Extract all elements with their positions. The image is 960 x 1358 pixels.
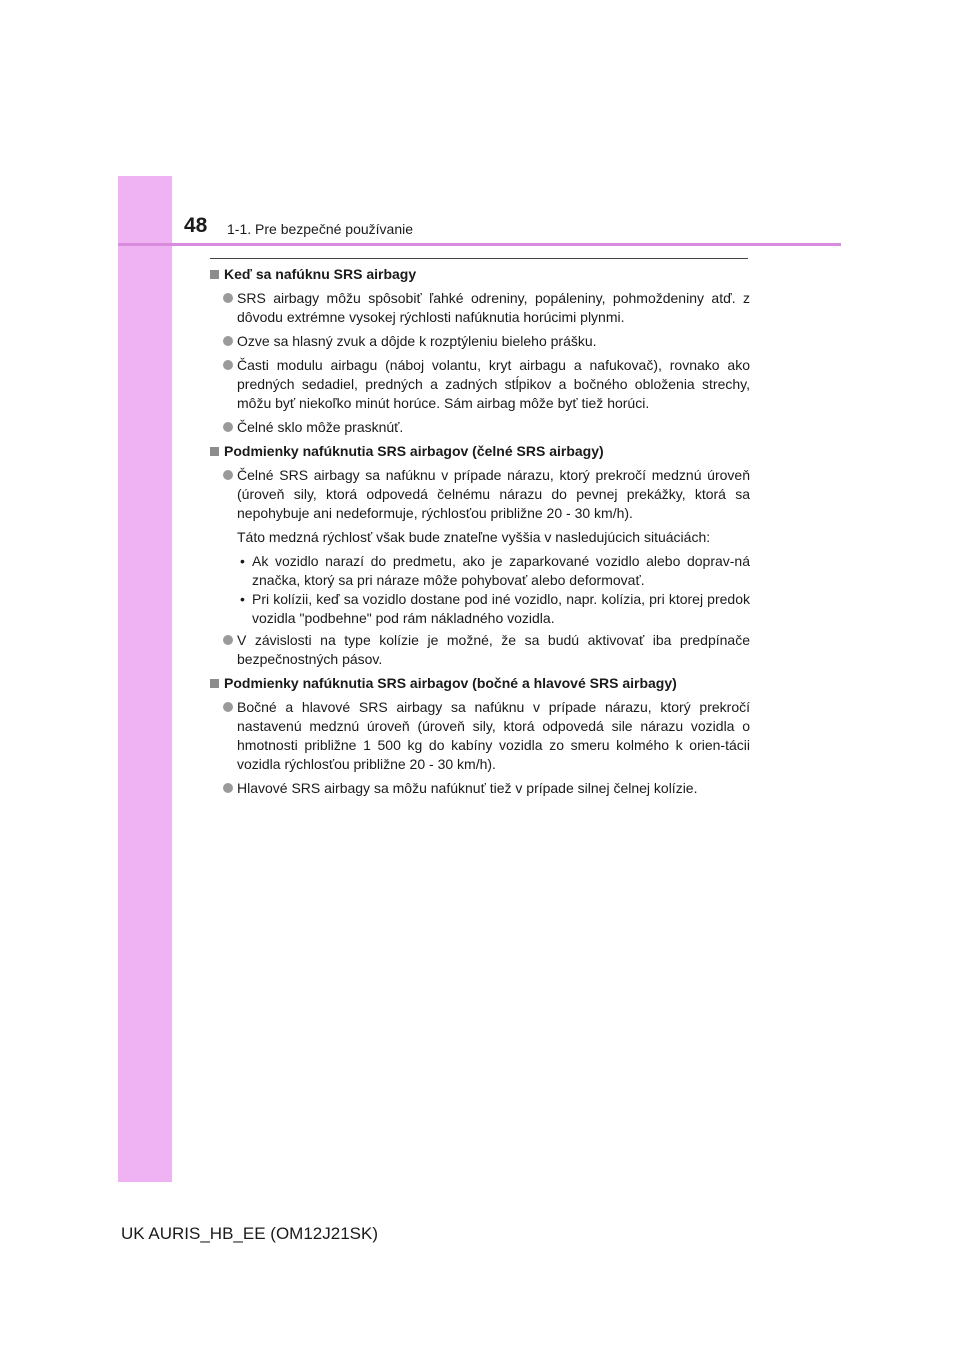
circle-bullet-icon bbox=[223, 470, 233, 480]
sub-item: • Ak vozidlo narazí do predmetu, ako je zaparkované vozidlo alebo doprav-ná značka, ktorý sa pri náraze môže pohybovať alebo deformovať. bbox=[240, 553, 750, 588]
page-content bbox=[210, 265, 750, 803]
circle-bullet-icon bbox=[223, 360, 233, 370]
dot-marker-icon: • bbox=[240, 553, 245, 569]
bullet-item: Ozve sa hlasný zvuk a dôjde k rozptýleniu bieleho prášku. bbox=[210, 332, 750, 351]
bullet-item: SRS airbagy môžu spôsobiť ľahké odreniny, popáleniny, pohmoždeniny atď. z dôvodu extrémne vysokej rýchlosti nafúknutia horúcimi plynmi. bbox=[210, 289, 750, 327]
bullet-item: Časti modulu airbagu (náboj volantu, kryt airbagu a nafukovač), rovnako ako predných sedadiel, predných a zadných stĺpikov a bočného obloženia strechy, môžu byť niekoľko minút horúce. Sám airbag môže byť tiež horúci. bbox=[210, 356, 750, 413]
bullet-item: Čelné SRS airbagy sa nafúknu v prípade nárazu, ktorý prekročí medznú úroveň (úroveň sily, ktorá odpovedá čelnému nárazu do pevnej prekážky, ktorá sa nepohybuje ani nedeformuje, rýchlosťou približne 20 - 30 km/h). bbox=[210, 466, 750, 523]
square-bullet-icon bbox=[210, 270, 219, 279]
header-rule bbox=[118, 243, 841, 246]
section-heading: Keď sa nafúknu SRS airbagy bbox=[210, 265, 750, 284]
bullet-item: Hlavové SRS airbagy sa môžu nafúknuť tiež v prípade silnej čelnej kolízie. bbox=[210, 779, 750, 798]
circle-bullet-icon bbox=[223, 783, 233, 793]
circle-bullet-icon bbox=[223, 635, 233, 645]
dot-marker-icon: • bbox=[240, 591, 245, 607]
circle-bullet-icon bbox=[223, 293, 233, 303]
circle-bullet-icon bbox=[223, 336, 233, 346]
circle-bullet-icon bbox=[223, 422, 233, 432]
bullet-item: Bočné a hlavové SRS airbagy sa nafúknu v prípade nárazu, ktorý prekročí nastavenú medznú úroveň (úroveň sily, ktorá odpovedá sile nárazu vozidla o hmotnosti približne 1 500 kg do kabíny vozidla zo smeru kolmého k orien-tácii vozidla rýchlosťou približne 20 - 30 km/h). bbox=[210, 698, 750, 774]
section-rule bbox=[210, 258, 748, 259]
square-bullet-icon bbox=[210, 679, 219, 688]
circle-bullet-icon bbox=[223, 702, 233, 712]
chapter-title: 1-1. Pre bezpečné používanie bbox=[227, 221, 414, 237]
paragraph: Táto medzná rýchlosť však bude znateľne vyššia v nasledujúcich situáciách: bbox=[237, 529, 711, 545]
section-heading: Podmienky nafúknutia SRS airbagov (čelné SRS airbagy) bbox=[210, 442, 750, 461]
section-heading: Podmienky nafúknutia SRS airbagov (bočné a hlavové SRS airbagy) bbox=[210, 674, 750, 693]
square-bullet-icon bbox=[210, 447, 219, 456]
side-tab bbox=[118, 176, 172, 1182]
bullet-item: Čelné sklo môže prasknúť. bbox=[210, 418, 750, 437]
page-number: 48 bbox=[184, 214, 208, 237]
sub-item: • Pri kolízii, keď sa vozidlo dostane pod iné vozidlo, napr. kolízia, pri ktorej predok vozidla "podbehne" pod rám nákladného vozidla. bbox=[240, 591, 750, 626]
bullet-item: V závislosti na type kolízie je možné, že sa budú aktivovať iba predpínače bezpečnostných pásov. bbox=[210, 631, 750, 669]
footer-code: UK AURIS_HB_EE (OM12J21SK) bbox=[121, 1224, 378, 1243]
